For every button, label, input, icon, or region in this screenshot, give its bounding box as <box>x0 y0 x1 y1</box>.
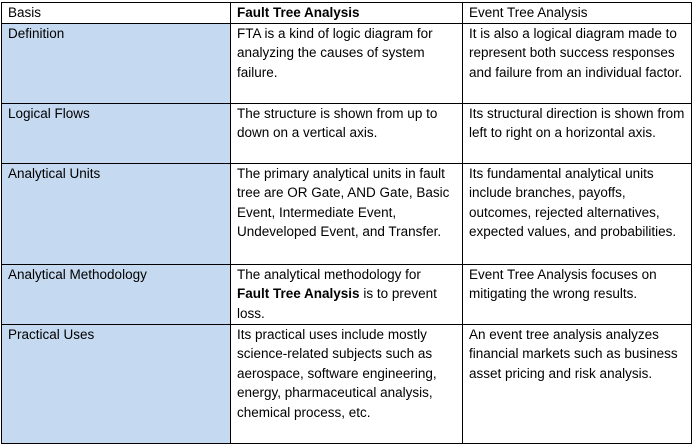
comparison-table <box>1 2 692 444</box>
eta-cell: Its structural direction is shown from left to right on a horizontal axis. <box>463 103 692 163</box>
basis-cell: Definition <box>2 23 231 103</box>
fta-cell: FTA is a kind of logic diagram for analyzing the causes of system failure. <box>231 23 463 103</box>
table-header-row <box>2 3 692 24</box>
fta-cell: The structure is shown from up to down on a vertical axis. <box>231 103 463 163</box>
fta-cell <box>231 264 463 324</box>
header-fault-tree-analysis: Fault Tree Analysis <box>231 3 463 24</box>
fta-text-bold: Fault Tree Analysis <box>237 286 360 302</box>
table-row <box>2 103 692 163</box>
table-row <box>2 163 692 264</box>
header-basis: Basis <box>2 3 231 24</box>
table-row <box>2 264 692 324</box>
eta-cell: Event Tree Analysis focuses on mitigating the wrong results. <box>463 264 692 324</box>
basis-cell: Analytical Units <box>2 163 231 264</box>
table-row <box>2 324 692 443</box>
fta-cell: The primary analytical units in fault tree are OR Gate, AND Gate, Basic Event, Intermediate Event, Undeveloped Event, and Transfer. <box>231 163 463 264</box>
eta-cell: An event tree analysis analyzes financial markets such as business asset pricing and risk analysis. <box>463 324 692 443</box>
basis-cell: Practical Uses <box>2 324 231 443</box>
basis-cell: Logical Flows <box>2 103 231 163</box>
fta-cell: Its practical uses include mostly science-related subjects such as aerospace, software engineering, energy, pharmaceutical analysis, chemical process, etc. <box>231 324 463 443</box>
basis-cell: Analytical Methodology <box>2 264 231 324</box>
eta-cell: Its fundamental analytical units include branches, payoffs, outcomes, rejected alternatives, expected values, and probabilities. <box>463 163 692 264</box>
table-row <box>2 23 692 103</box>
fta-text-suffix: is to prevent loss. <box>237 286 437 321</box>
eta-cell: It is also a logical diagram made to represent both success responses and failure from an individual factor. <box>463 23 692 103</box>
header-event-tree-analysis: Event Tree Analysis <box>463 3 692 24</box>
fta-text-prefix: The analytical methodology for <box>237 266 421 282</box>
